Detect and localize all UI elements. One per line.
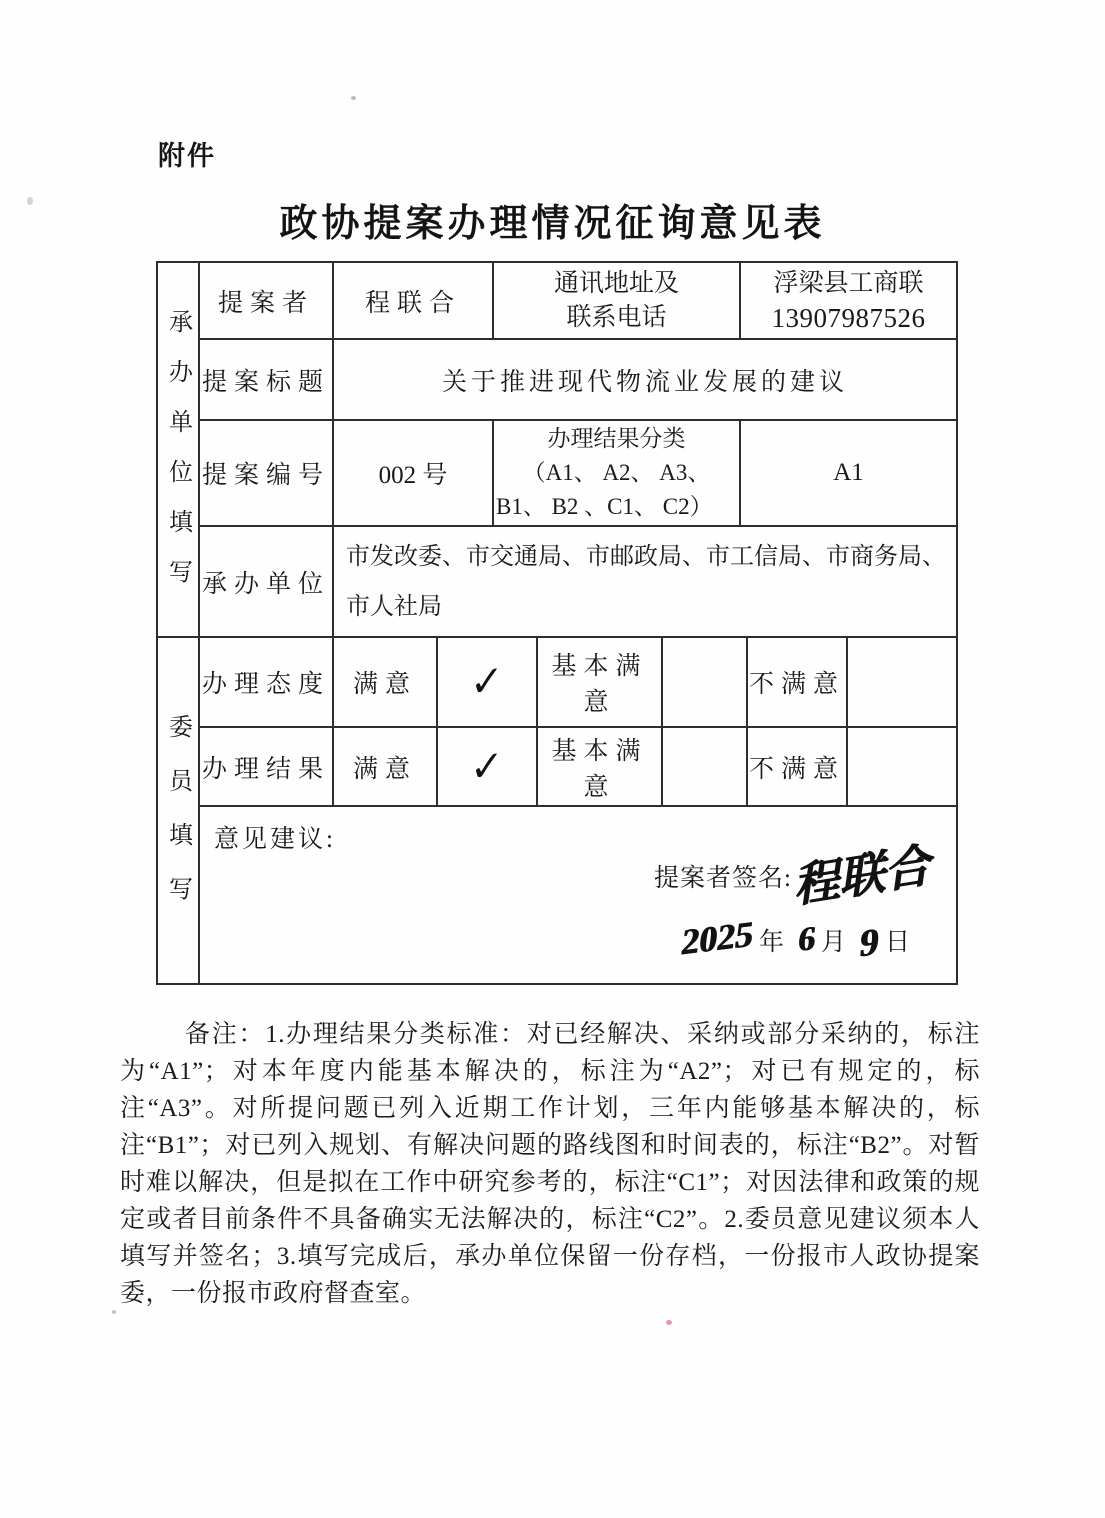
result-unsatisfied-check-cell (847, 727, 957, 806)
result-basic-satisfied-label: 基本满意 (537, 727, 662, 806)
attitude-label: 办理态度 (199, 637, 333, 727)
handler-side-label: 承办单位填写 (164, 309, 191, 609)
proposal-number-value: 002 号 (333, 420, 493, 526)
result-category-line3: B1、 B2 、C1、 C2） (496, 494, 713, 519)
handler-section (156, 261, 958, 638)
proposer-value: 程联合 (333, 262, 493, 339)
result-satisfied-check-cell (437, 727, 537, 806)
result-category-line2: （A1、 A2、 A3、 (522, 460, 711, 485)
signature-label: 提案者签名: (654, 865, 792, 892)
handwritten-month: 6 (795, 919, 818, 960)
handling-unit-label: 承办单位 (199, 526, 333, 637)
comments-label: 意见建议: (214, 826, 336, 853)
year-unit: 年 (758, 929, 784, 956)
result-basic-satisfied-check-cell (662, 727, 747, 806)
check-mark-icon: ✓ (469, 656, 505, 708)
scan-speck (112, 1310, 116, 1314)
attitude-unsatisfied-check-cell (847, 637, 957, 727)
attitude-satisfied-label: 满意 (333, 637, 437, 727)
form-title: 政协提案办理情况征询意见表 (279, 203, 826, 245)
attachment-label: 附件 (158, 141, 216, 171)
check-mark-icon: ✓ (469, 741, 505, 792)
contact-value-cell (740, 262, 957, 339)
date-line (678, 913, 910, 966)
member-side-label-cell (157, 637, 199, 984)
handwritten-signature: 程联合 (793, 838, 937, 913)
attitude-basic-satisfied-label: 基本满意 (537, 637, 662, 727)
handler-side-label-cell (157, 262, 199, 637)
scan-speck (666, 1320, 672, 1325)
result-satisfied-label: 满意 (333, 727, 437, 806)
scan-speck (27, 197, 33, 205)
contact-label-line1: 通讯地址及 (553, 269, 679, 297)
month-unit: 月 (820, 929, 846, 956)
day-unit: 日 (884, 929, 910, 956)
notes-paragraph: 备注：1.办理结果分类标准：对已经解决、采纳或部分采纳的，标注为“A1”；对本年度内能基本解决的，标注为“A2”；对已有规定的，标注“A3”。对所提问题已列入近期工作计划，三年内能够基本解决的，标注“B1”；对已列入规划、有解决问题的路线图和时间表的，标注“B2”。对暂时难以解决，但是拟在工作中研究参考的，标注“C1”；对因法律和政策的规定或者目前条件不具备确实无法解决的，标注“C2”。2.委员意见建议须本人填写并签名；3.填写完成后，承办单位保留一份存档，一份报市人政协提案委，一份报市政府督查室。 (120, 1021, 980, 1307)
proposal-title-value: 关于推进现代物流业发展的建议 (333, 339, 957, 420)
proposer-label: 提案者 (199, 262, 333, 339)
result-category-label-cell (493, 420, 740, 526)
member-side-label: 委员填写 (164, 714, 191, 930)
handling-unit-value: 市发改委、市交通局、市邮政局、市工信局、市商务局、市人社局 (333, 526, 957, 637)
proposer-row (157, 262, 957, 339)
contact-label-line2: 联系电话 (566, 303, 667, 331)
result-category-line1: 办理结果分类 (547, 426, 686, 451)
feedback-form-table (156, 261, 956, 985)
attitude-row (157, 637, 957, 727)
handling-unit-row (157, 526, 957, 637)
contact-value-org: 浮梁县工商联 (773, 269, 924, 297)
contact-value-phone: 13907987526 (771, 302, 926, 333)
attitude-unsatisfied-label: 不满意 (747, 637, 847, 727)
result-category-value: A1 (740, 420, 957, 526)
proposal-number-row (157, 420, 957, 526)
result-label: 办理结果 (199, 727, 333, 806)
signature-line (654, 838, 937, 913)
attitude-satisfied-check-cell (437, 637, 537, 727)
comments-cell (199, 806, 957, 984)
result-unsatisfied-label: 不满意 (747, 727, 847, 806)
result-row (157, 727, 957, 806)
member-section (156, 636, 958, 985)
proposal-title-label: 提案标题 (199, 339, 333, 420)
comments-row (157, 806, 957, 984)
handwritten-day: 9 (857, 920, 881, 966)
contact-label-cell (493, 262, 740, 339)
handwritten-year: 2025 (678, 913, 756, 963)
attitude-basic-satisfied-check-cell (662, 637, 747, 727)
proposal-number-label: 提案编号 (199, 420, 333, 526)
proposal-title-row (157, 339, 957, 420)
scan-speck (351, 96, 356, 100)
